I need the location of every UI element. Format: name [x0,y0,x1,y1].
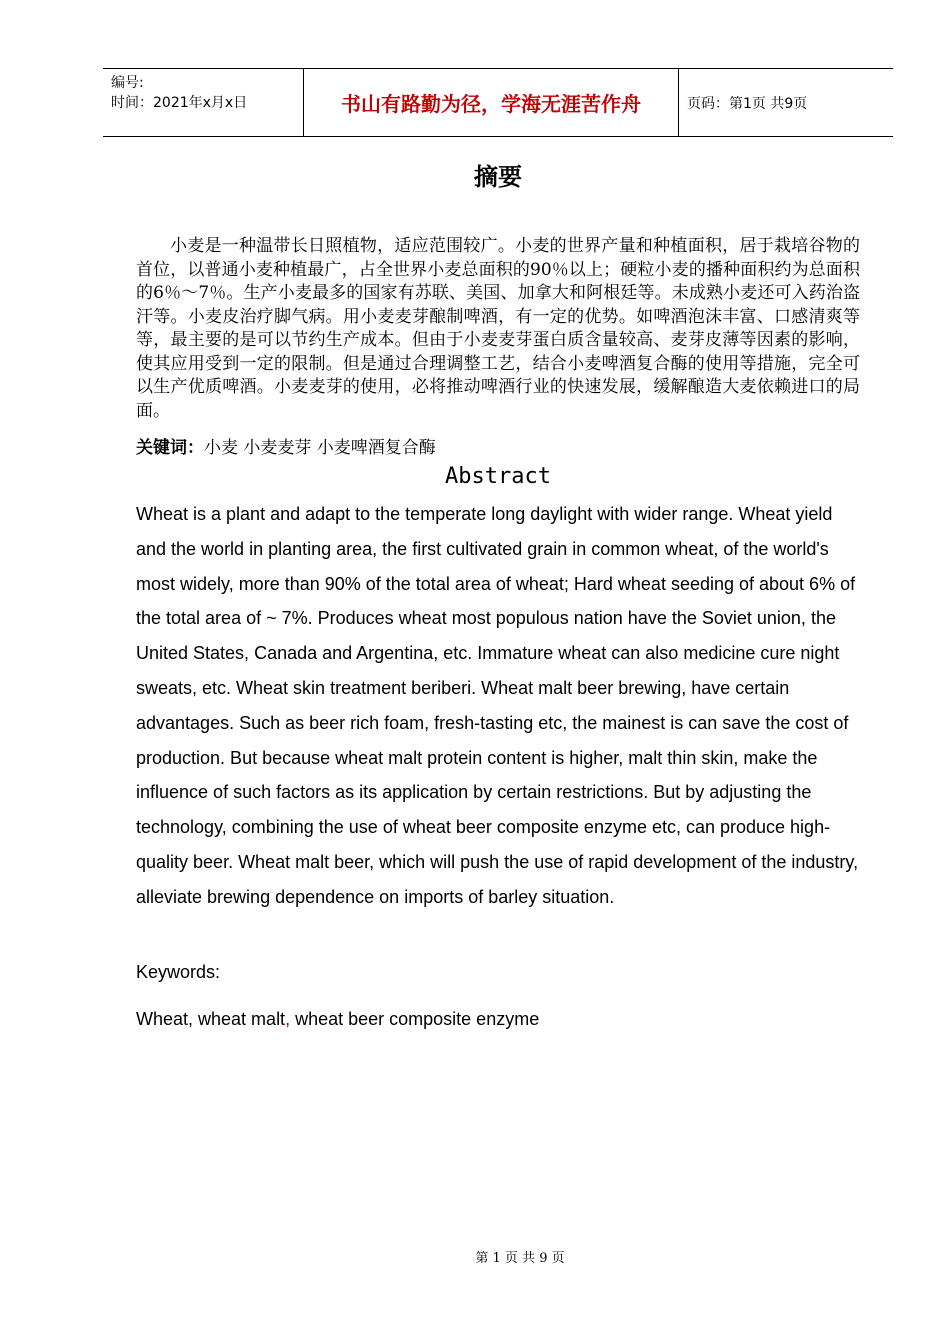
keywords-en-part2: wheat beer composite enzyme [290,1009,540,1029]
keywords-en-separator: , [285,1009,291,1029]
keywords-cn-label: 关键词： [136,438,204,458]
abstract-cn-title: 摘要 [474,163,522,191]
header-left-cell [103,69,303,136]
abstract-cn-body: 小麦是一种温带长日照植物，适应范围较广。小麦的世界产量和种植面积，居于栽培谷物的首位，以普通小麦种植最广，占全世界小麦总面积的90％以上；硬粒小麦的播种面积约为总面积的6％～7％。生产小麦最多的国家有苏联、美国、加拿大和阿根廷等。未成熟小麦还可入药治盗汗等。小麦皮治疗脚气病。用小麦麦芽酿制啤酒，有一定的优势。如啤酒泡沫丰富、口感清爽等等，最主要的是可以节约生产成本。但由于小麦麦芽蛋白质含量较高、麦芽皮薄等因素的影响，使其应用受到一定的限制。但是通过合理调整工艺，结合小麦啤酒复合酶的使用等措施，完全可以生产优质啤酒。小麦麦芽的使用，必将推动啤酒行业的快速发展，缓解酿造大麦依赖进口的局面。 [136,236,860,421]
keywords-cn [136,433,436,458]
keywords-en [136,1009,539,1030]
page-footer: 第 1 页 共 9 页 [475,1251,565,1266]
keywords-en-part1: Wheat, wheat malt [136,1009,286,1029]
header-motto: 书山有路勤为径，学海无涯苦作舟 [303,69,679,136]
abstract-en-title: Abstract [445,464,551,489]
keywords-en-label: Keywords: [136,962,221,982]
header-page-info: 页码：第1页 共9页 [687,95,808,112]
keywords-cn-values: 小麦 小麦麦芽 小麦啤酒复合酶 [204,438,436,458]
abstract-en-body: Wheat is a plant and adapt to the temperate long daylight with wider range. Wheat yield and the world in planting area, the first cultivated grain in common wheat, of the world's most widely, more than 90% of the total area of wheat; Hard wheat seeding of about 6% of the total area of ~ 7%. Produces wheat most populous nation have the Soviet union, the United States, Canada and Argentina, etc. Immature wheat can also medicine cure night sweats, etc. Wheat skin treatment beriberi. Wheat malt beer brewing, have certain advantages. Such as beer rich foam, fresh-tasting etc, the mainest is can save the cost of production. But because wheat malt protein content is higher, malt thin skin, make the influence of such factors as its application by certain restrictions. But by adjusting the technology, combining the use of wheat beer composite enzyme etc, can produce high-quality beer. Wheat malt beer, which will push the use of rapid development of the industry, alleviate brewing dependence on imports of barley situation. [136,504,859,907]
serial-label: 编号: [111,75,144,91]
time-label: 时间：2021年x月x日 [111,95,248,111]
header-table [103,68,893,137]
